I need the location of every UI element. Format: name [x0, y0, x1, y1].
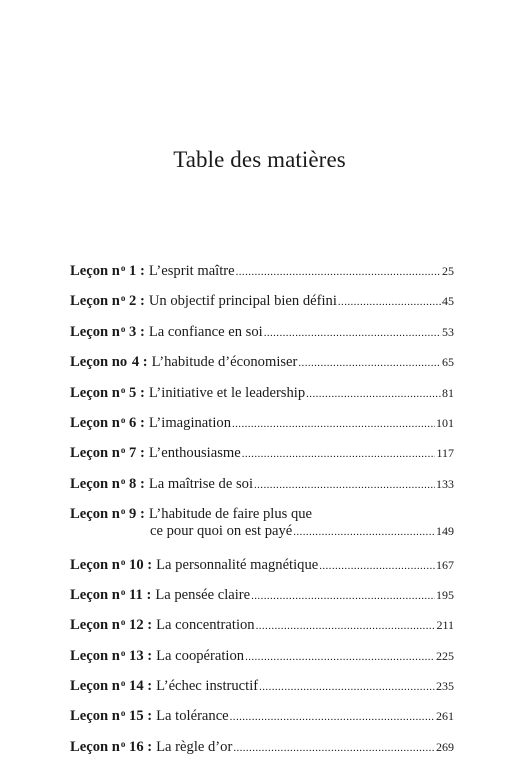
page-number: 211 — [436, 618, 454, 633]
toc-entry[interactable] — [70, 582, 454, 602]
dot-leader — [233, 738, 435, 758]
lesson-label: Leçon $n^o$ 15 : — [70, 708, 153, 725]
toc-entry[interactable] — [70, 612, 454, 632]
toc-entry[interactable] — [70, 734, 454, 754]
page-number: 235 — [436, 679, 454, 694]
dot-leader — [259, 677, 435, 697]
lesson-label: Leçon $n^o$ 2 : — [70, 293, 145, 310]
dot-leader — [230, 707, 435, 727]
toc-entry[interactable] — [70, 552, 454, 572]
dot-leader — [251, 586, 435, 606]
toc-entry[interactable] — [70, 440, 454, 460]
page-number: 45 — [442, 294, 454, 309]
table-of-contents — [70, 258, 454, 764]
toc-entry[interactable] — [70, 673, 454, 693]
lesson-title: La concentration — [156, 617, 255, 634]
lesson-title: La confiance en soi — [148, 323, 263, 340]
page-number: 81 — [442, 385, 454, 400]
dot-leader — [245, 647, 435, 667]
dot-leader — [338, 292, 441, 312]
toc-entry[interactable] — [70, 288, 454, 308]
dot-leader — [242, 444, 436, 464]
page-number: 65 — [442, 355, 454, 370]
lesson-label: Leçon $n^o$ 5 : — [70, 384, 145, 401]
dot-leader — [236, 262, 441, 282]
page-title: Table des matières — [173, 147, 346, 173]
lesson-title: La personnalité magnétique — [156, 556, 319, 573]
lesson-label: Leçon $n^o$ 9 : — [70, 506, 145, 523]
toc-entry[interactable] — [70, 319, 454, 339]
toc-entry[interactable] — [70, 471, 454, 491]
lesson-title: La règle d’or — [156, 738, 233, 755]
page-number: 133 — [436, 476, 454, 491]
page-number: 195 — [436, 587, 454, 602]
dot-leader — [254, 475, 435, 495]
lesson-title: L’initiative et le leadership — [148, 384, 306, 401]
page-number: 117 — [436, 446, 454, 461]
lesson-title: L’échec instructif — [156, 678, 259, 695]
page-number: 25 — [442, 264, 454, 278]
toc-entry[interactable] — [70, 703, 454, 723]
dot-leader — [293, 522, 435, 542]
lesson-title: L’habitude d’économiser — [151, 354, 298, 371]
lesson-title: Un objectif principal bien défini — [148, 293, 337, 310]
page-number: 101 — [436, 415, 454, 430]
lesson-label: Leçon $n^o$ 7 : — [70, 445, 145, 462]
lesson-label: Leçon $n^o$ 1 : — [70, 263, 145, 279]
page-number: 149 — [436, 524, 454, 539]
lesson-title: La tolérance — [156, 708, 229, 725]
page-number: 261 — [436, 709, 454, 724]
toc-entry[interactable] — [70, 501, 454, 541]
page-number: 167 — [436, 557, 454, 572]
toc-entry[interactable] — [70, 258, 454, 278]
lesson-label: Leçon $n^o$ 8 : — [70, 475, 145, 492]
lesson-title: La pensée claire — [155, 586, 251, 603]
page-number: 269 — [436, 739, 454, 754]
dot-leader — [264, 323, 441, 343]
lesson-label: Leçon $n^o$ 16 : — [70, 738, 153, 755]
toc-entry[interactable] — [70, 349, 454, 369]
lesson-label: Leçon no 4 : — [70, 354, 148, 371]
lesson-title: L’imagination — [148, 414, 231, 431]
lesson-label: Leçon $n^o$ 12 : — [70, 617, 153, 634]
toc-entry[interactable] — [70, 643, 454, 663]
page-number: 53 — [442, 324, 454, 339]
lesson-label: Leçon $n^o$ 6 : — [70, 414, 145, 431]
lesson-title-continued: ce pour quoi on est payé — [150, 523, 293, 540]
lesson-title: La coopération — [156, 647, 245, 664]
lesson-title: La maîtrise de soi — [148, 475, 253, 492]
lesson-label: Leçon $n^o$ 11 : — [70, 586, 152, 603]
lesson-label: Leçon $n^o$ 14 : — [70, 678, 153, 695]
page-number: 225 — [436, 648, 454, 663]
lesson-label: Leçon $n^o$ 3 : — [70, 323, 145, 340]
dot-leader — [319, 556, 435, 576]
lesson-title: L’esprit maître — [148, 263, 235, 279]
lesson-label: Leçon $n^o$ 10 : — [70, 556, 153, 573]
lesson-title: L’enthousiasme — [148, 445, 241, 462]
toc-entry[interactable] — [70, 380, 454, 400]
dot-leader — [298, 353, 441, 373]
lesson-title: L’habitude de faire plus que — [148, 506, 313, 523]
lesson-label: Leçon $n^o$ 13 : — [70, 647, 153, 664]
dot-leader — [256, 616, 436, 636]
dot-leader — [306, 384, 441, 404]
dot-leader — [232, 414, 435, 434]
toc-entry[interactable] — [70, 410, 454, 430]
